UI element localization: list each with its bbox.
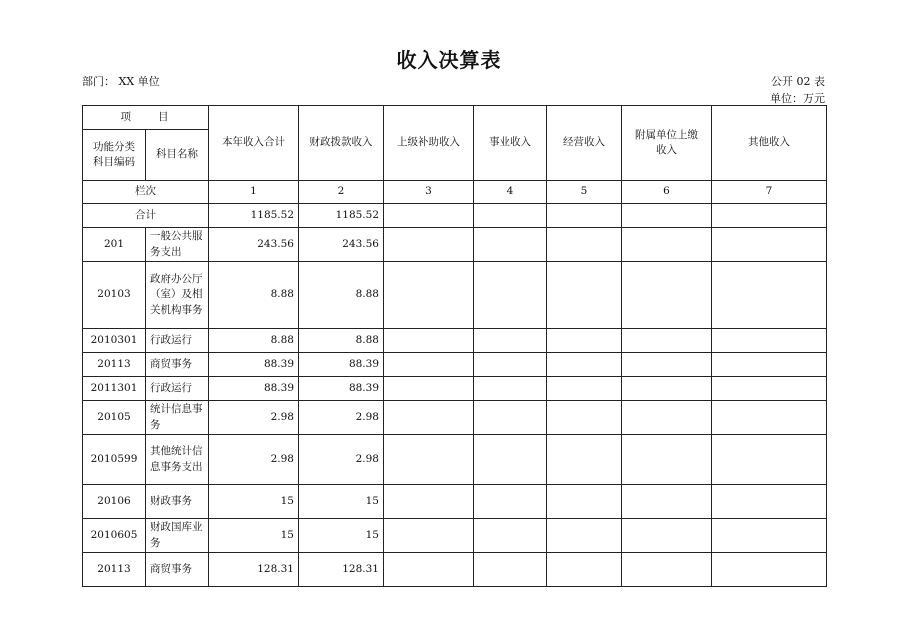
row-value-cell: 2.98: [299, 401, 384, 435]
row-value-cell: [384, 329, 474, 353]
row-subject-name: 行政运行: [146, 377, 209, 401]
row-value-cell: 128.31: [209, 553, 299, 587]
row-value-cell: [547, 329, 622, 353]
row-subject-name: 财政国库业务: [146, 519, 209, 553]
header-row-item: [83, 106, 827, 130]
lanci-num: 1: [209, 181, 299, 204]
table-row: [83, 485, 827, 519]
total-row: [83, 204, 827, 228]
lanci-num: 6: [622, 181, 712, 204]
row-value-cell: [384, 353, 474, 377]
row-subject-name: 一般公共服务支出: [146, 228, 209, 262]
row-subject-name: 财政事务: [146, 485, 209, 519]
row-value-cell: [547, 401, 622, 435]
row-value-cell: [622, 228, 712, 262]
row-value-cell: 8.88: [209, 262, 299, 329]
row-value-cell: [474, 377, 547, 401]
row-value-cell: [547, 262, 622, 329]
row-code: 20113: [83, 553, 146, 587]
lanci-num: 4: [474, 181, 547, 204]
row-value-cell: 243.56: [299, 228, 384, 262]
row-value-cell: [384, 485, 474, 519]
row-value-cell: 88.39: [299, 377, 384, 401]
total-label: 合计: [83, 204, 209, 228]
row-value-cell: [622, 519, 712, 553]
row-value-cell: [547, 377, 622, 401]
table-row: [83, 329, 827, 353]
data-rows: [83, 228, 827, 587]
header-col-2: 财政拨款收入: [299, 106, 384, 181]
row-value-cell: [712, 377, 827, 401]
row-code: 20103: [83, 262, 146, 329]
row-subject-name: 统计信息事务: [146, 401, 209, 435]
row-value-cell: 2.98: [209, 435, 299, 485]
row-value-cell: [474, 401, 547, 435]
row-value-cell: [384, 228, 474, 262]
row-code: 2010599: [83, 435, 146, 485]
row-value-cell: 15: [209, 485, 299, 519]
row-value-cell: [474, 519, 547, 553]
row-value-cell: [712, 519, 827, 553]
row-value-cell: [384, 377, 474, 401]
row-value-cell: [622, 485, 712, 519]
header-col-3: 上级补助收入: [384, 106, 474, 181]
header-col-7: 其他收入: [712, 106, 827, 181]
row-subject-name: 行政运行: [146, 329, 209, 353]
row-value-cell: [622, 329, 712, 353]
total-cell: [474, 204, 547, 228]
row-value-cell: [384, 519, 474, 553]
row-value-cell: 8.88: [299, 262, 384, 329]
income-report-table: [82, 105, 827, 587]
row-value-cell: [384, 553, 474, 587]
header-col-1: 本年收入合计: [209, 106, 299, 181]
row-value-cell: 15: [299, 519, 384, 553]
row-subject-name: 商贸事务: [146, 553, 209, 587]
table-row: [83, 435, 827, 485]
row-value-cell: [474, 329, 547, 353]
row-value-cell: [622, 353, 712, 377]
row-value-cell: [547, 228, 622, 262]
row-code: 20105: [83, 401, 146, 435]
row-value-cell: [622, 401, 712, 435]
row-value-cell: [622, 377, 712, 401]
row-value-cell: 88.39: [209, 377, 299, 401]
row-value-cell: [622, 262, 712, 329]
table-row: [83, 519, 827, 553]
row-code: 201: [83, 228, 146, 262]
row-value-cell: [712, 329, 827, 353]
row-value-cell: [712, 262, 827, 329]
header-func-code: 功能分类科目编码: [83, 130, 146, 181]
lanci-label: 栏次: [83, 181, 209, 204]
page-title: 收入决算表: [396, 48, 502, 72]
row-value-cell: [384, 435, 474, 485]
row-value-cell: [712, 228, 827, 262]
row-value-cell: [712, 401, 827, 435]
total-cell: 1185.52: [299, 204, 384, 228]
row-value-cell: [474, 435, 547, 485]
row-value-cell: [474, 485, 547, 519]
lanci-num: 3: [384, 181, 474, 204]
row-value-cell: [712, 435, 827, 485]
form-number: 公开 02 表: [771, 75, 825, 88]
total-cell: [547, 204, 622, 228]
row-subject-name: 其他统计信息事务支出: [146, 435, 209, 485]
row-code: 20113: [83, 353, 146, 377]
row-value-cell: [474, 553, 547, 587]
row-value-cell: 88.39: [209, 353, 299, 377]
lanci-row: [83, 181, 827, 204]
total-cell: 1185.52: [209, 204, 299, 228]
row-code: 2010605: [83, 519, 146, 553]
department-label: 部门： XX 单位: [82, 75, 160, 88]
row-value-cell: [474, 228, 547, 262]
row-value-cell: [384, 262, 474, 329]
row-value-cell: 243.56: [209, 228, 299, 262]
table-row: [83, 553, 827, 587]
header-col-4: 事业收入: [474, 106, 547, 181]
row-code: 2011301: [83, 377, 146, 401]
table-row: [83, 377, 827, 401]
row-value-cell: [622, 553, 712, 587]
row-value-cell: [474, 353, 547, 377]
total-cell: [384, 204, 474, 228]
table-row: [83, 401, 827, 435]
row-value-cell: 8.88: [299, 329, 384, 353]
table-row: [83, 353, 827, 377]
row-value-cell: 88.39: [299, 353, 384, 377]
header-item: 项 目: [83, 106, 209, 130]
row-value-cell: 15: [299, 485, 384, 519]
row-value-cell: 8.88: [209, 329, 299, 353]
row-subject-name: 政府办公厅（室）及相关机构事务: [146, 262, 209, 329]
unit-label: 单位：万元: [770, 92, 825, 105]
row-value-cell: [622, 435, 712, 485]
row-value-cell: [547, 353, 622, 377]
row-value-cell: [547, 553, 622, 587]
row-value-cell: 128.31: [299, 553, 384, 587]
row-code: 20106: [83, 485, 146, 519]
table-row: [83, 262, 827, 329]
row-value-cell: [712, 485, 827, 519]
header-col-5: 经营收入: [547, 106, 622, 181]
row-value-cell: [547, 519, 622, 553]
lanci-num: 2: [299, 181, 384, 204]
row-value-cell: 2.98: [209, 401, 299, 435]
total-cell: [712, 204, 827, 228]
row-value-cell: 2.98: [299, 435, 384, 485]
row-code: 2010301: [83, 329, 146, 353]
lanci-num: 5: [547, 181, 622, 204]
row-value-cell: [547, 485, 622, 519]
table-row: [83, 228, 827, 262]
row-value-cell: 15: [209, 519, 299, 553]
row-subject-name: 商贸事务: [146, 353, 209, 377]
header-subject-name: 科目名称: [146, 130, 209, 181]
row-value-cell: [474, 262, 547, 329]
lanci-num: 7: [712, 181, 827, 204]
total-cell: [622, 204, 712, 228]
row-value-cell: [547, 435, 622, 485]
row-value-cell: [712, 353, 827, 377]
row-value-cell: [712, 553, 827, 587]
row-value-cell: [384, 401, 474, 435]
header-col-6: 附属单位上缴收入: [622, 106, 712, 181]
